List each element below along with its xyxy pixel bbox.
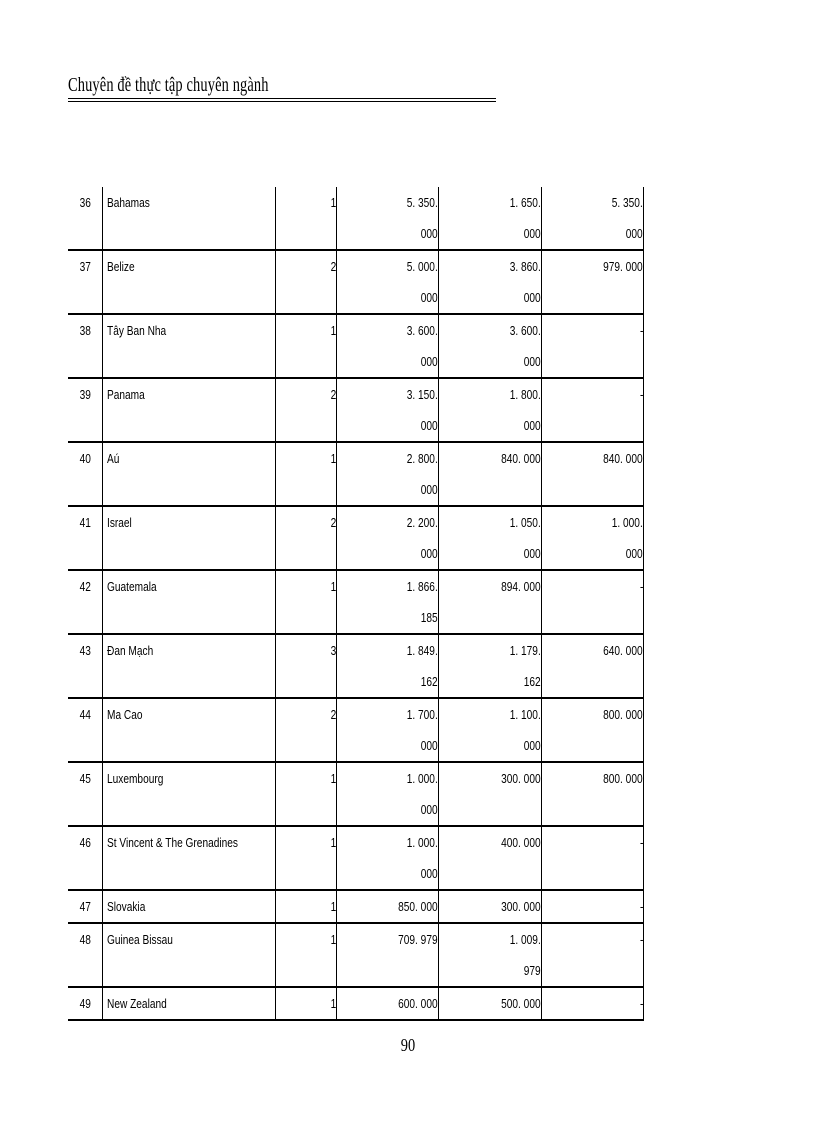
value-line: 979 (523, 963, 541, 978)
country-name: Aú (103, 442, 276, 506)
country-name: Bahamas (103, 187, 276, 250)
value-line: - (639, 387, 643, 402)
value-line: 000 (523, 418, 541, 433)
project-count: 2 (275, 378, 336, 442)
table-row (68, 762, 643, 826)
value-cell-2 (438, 378, 541, 442)
value-line: 000 (523, 226, 541, 241)
value-line: 5. 350. (611, 195, 643, 210)
value-line: 840. 000 (501, 451, 541, 466)
value-cell-1 (336, 987, 438, 1020)
country-name: Đan Mạch (103, 634, 276, 698)
value-line: 000 (625, 546, 643, 561)
value-cell-3 (541, 570, 643, 634)
project-count: 1 (275, 890, 336, 923)
value-line: 1. 179. (509, 643, 541, 658)
value-cell-3 (541, 506, 643, 570)
value-line: 1. 800. (509, 387, 541, 402)
project-count: 2 (275, 250, 336, 314)
value-line: 709. 979 (398, 932, 438, 947)
row-number: 49 (68, 987, 103, 1020)
value-line: 000 (523, 546, 541, 561)
row-number: 39 (68, 378, 103, 442)
row-number: 48 (68, 923, 103, 987)
value-cell-1 (336, 826, 438, 890)
table-row (68, 890, 643, 923)
value-line: 640. 000 (603, 643, 643, 658)
value-cell-2 (438, 634, 541, 698)
value-line: 000 (420, 738, 438, 753)
value-cell-3 (541, 187, 643, 250)
table-row (68, 698, 643, 762)
table-body (68, 187, 643, 1020)
value-line: 979. 000 (603, 259, 643, 274)
project-count: 1 (275, 314, 336, 378)
value-line: 3. 150. (406, 387, 438, 402)
value-line: 1. 650. (509, 195, 541, 210)
table-row (68, 987, 643, 1020)
value-cell-1 (336, 762, 438, 826)
value-cell-1 (336, 698, 438, 762)
table-row (68, 250, 643, 314)
value-line: 1. 700. (406, 707, 438, 722)
row-number: 47 (68, 890, 103, 923)
table-row (68, 923, 643, 987)
value-cell-2 (438, 442, 541, 506)
value-line: 1. 866. (406, 579, 438, 594)
country-name: Guatemala (103, 570, 276, 634)
value-line: 2. 200. (406, 515, 438, 530)
project-count: 1 (275, 923, 336, 987)
value-cell-1 (336, 314, 438, 378)
project-count: 1 (275, 762, 336, 826)
value-cell-2 (438, 826, 541, 890)
value-line: 000 (420, 226, 438, 241)
value-cell-1 (336, 506, 438, 570)
value-cell-3 (541, 378, 643, 442)
country-name: Guinea Bissau (103, 923, 276, 987)
value-line: 500. 000 (501, 996, 541, 1011)
row-number: 45 (68, 762, 103, 826)
value-cell-1 (336, 442, 438, 506)
value-cell-1 (336, 378, 438, 442)
table-row (68, 187, 643, 250)
value-line: 1. 050. (509, 515, 541, 530)
value-line: 000 (625, 226, 643, 241)
value-line: 000 (523, 290, 541, 305)
row-number: 41 (68, 506, 103, 570)
value-cell-2 (438, 890, 541, 923)
value-cell-2 (438, 314, 541, 378)
value-cell-3 (541, 762, 643, 826)
project-count: 1 (275, 987, 336, 1020)
table-row (68, 442, 643, 506)
row-number: 38 (68, 314, 103, 378)
value-line: 800. 000 (603, 771, 643, 786)
table-row (68, 378, 643, 442)
value-line: 185 (420, 610, 438, 625)
value-cell-1 (336, 634, 438, 698)
page-number: 90 (400, 1035, 416, 1055)
value-cell-3 (541, 826, 643, 890)
row-number: 37 (68, 250, 103, 314)
table-row (68, 826, 643, 890)
value-line: 2. 800. (406, 451, 438, 466)
value-cell-2 (438, 506, 541, 570)
value-line: 1. 849. (406, 643, 438, 658)
value-line: 3. 600. (509, 323, 541, 338)
value-line: - (639, 323, 643, 338)
country-name: Israel (103, 506, 276, 570)
value-line: - (639, 932, 643, 947)
value-cell-3 (541, 250, 643, 314)
value-cell-2 (438, 570, 541, 634)
value-line: - (639, 579, 643, 594)
project-count: 3 (275, 634, 336, 698)
value-line: 000 (420, 482, 438, 497)
row-number: 42 (68, 570, 103, 634)
value-cell-2 (438, 923, 541, 987)
value-line: 000 (420, 802, 438, 817)
value-line: 3. 600. (406, 323, 438, 338)
project-count: 2 (275, 698, 336, 762)
value-cell-2 (438, 987, 541, 1020)
project-count: 1 (275, 570, 336, 634)
row-number: 46 (68, 826, 103, 890)
value-cell-1 (336, 890, 438, 923)
value-line: 1. 000. (406, 835, 438, 850)
value-line: 5. 000. (406, 259, 438, 274)
value-line: 5. 350. (406, 195, 438, 210)
row-number: 44 (68, 698, 103, 762)
value-line: 1. 000. (611, 515, 643, 530)
value-line: 850. 000 (398, 899, 438, 914)
value-line: 600. 000 (398, 996, 438, 1011)
country-name: Luxembourg (103, 762, 276, 826)
value-line: - (639, 835, 643, 850)
value-line: 800. 000 (603, 707, 643, 722)
value-cell-2 (438, 762, 541, 826)
value-line: 3. 860. (509, 259, 541, 274)
value-line: 000 (523, 354, 541, 369)
value-line: 1. 000. (406, 771, 438, 786)
value-cell-1 (336, 923, 438, 987)
value-line: 000 (420, 354, 438, 369)
row-number: 40 (68, 442, 103, 506)
value-line: 000 (523, 738, 541, 753)
country-name: Belize (103, 250, 276, 314)
value-cell-3 (541, 698, 643, 762)
value-cell-1 (336, 570, 438, 634)
value-cell-3 (541, 890, 643, 923)
table-row (68, 570, 643, 634)
value-line: 1. 009. (509, 932, 541, 947)
value-line: 162 (420, 674, 438, 689)
value-line: 300. 000 (501, 771, 541, 786)
page-header-title: Chuyên đề thực tập chuyên ngành (68, 74, 269, 96)
country-name: Panama (103, 378, 276, 442)
value-line: - (639, 996, 643, 1011)
project-count: 1 (275, 826, 336, 890)
investment-table (68, 187, 644, 1021)
value-line: 000 (420, 866, 438, 881)
table-row (68, 506, 643, 570)
value-cell-1 (336, 187, 438, 250)
country-name: New Zealand (103, 987, 276, 1020)
value-line: - (639, 899, 643, 914)
table-row (68, 634, 643, 698)
value-line: 000 (420, 290, 438, 305)
row-number: 43 (68, 634, 103, 698)
value-line: 1. 100. (509, 707, 541, 722)
value-cell-3 (541, 442, 643, 506)
value-cell-3 (541, 923, 643, 987)
country-name: St Vincent & The Grenadines (103, 826, 276, 890)
country-name: Ma Cao (103, 698, 276, 762)
project-count: 1 (275, 187, 336, 250)
header-underline (68, 98, 496, 102)
value-cell-3 (541, 987, 643, 1020)
value-cell-3 (541, 634, 643, 698)
country-name: Slovakia (103, 890, 276, 923)
value-cell-1 (336, 250, 438, 314)
value-line: 840. 000 (603, 451, 643, 466)
value-line: 000 (420, 546, 438, 561)
value-line: 162 (523, 674, 541, 689)
value-line: 300. 000 (501, 899, 541, 914)
project-count: 2 (275, 506, 336, 570)
row-number: 36 (68, 187, 103, 250)
project-count: 1 (275, 442, 336, 506)
value-cell-2 (438, 187, 541, 250)
table-row (68, 314, 643, 378)
country-name: Tây Ban Nha (103, 314, 276, 378)
value-cell-3 (541, 314, 643, 378)
value-line: 400. 000 (501, 835, 541, 850)
value-cell-2 (438, 698, 541, 762)
value-line: 000 (420, 418, 438, 433)
value-line: 894. 000 (501, 579, 541, 594)
value-cell-2 (438, 250, 541, 314)
